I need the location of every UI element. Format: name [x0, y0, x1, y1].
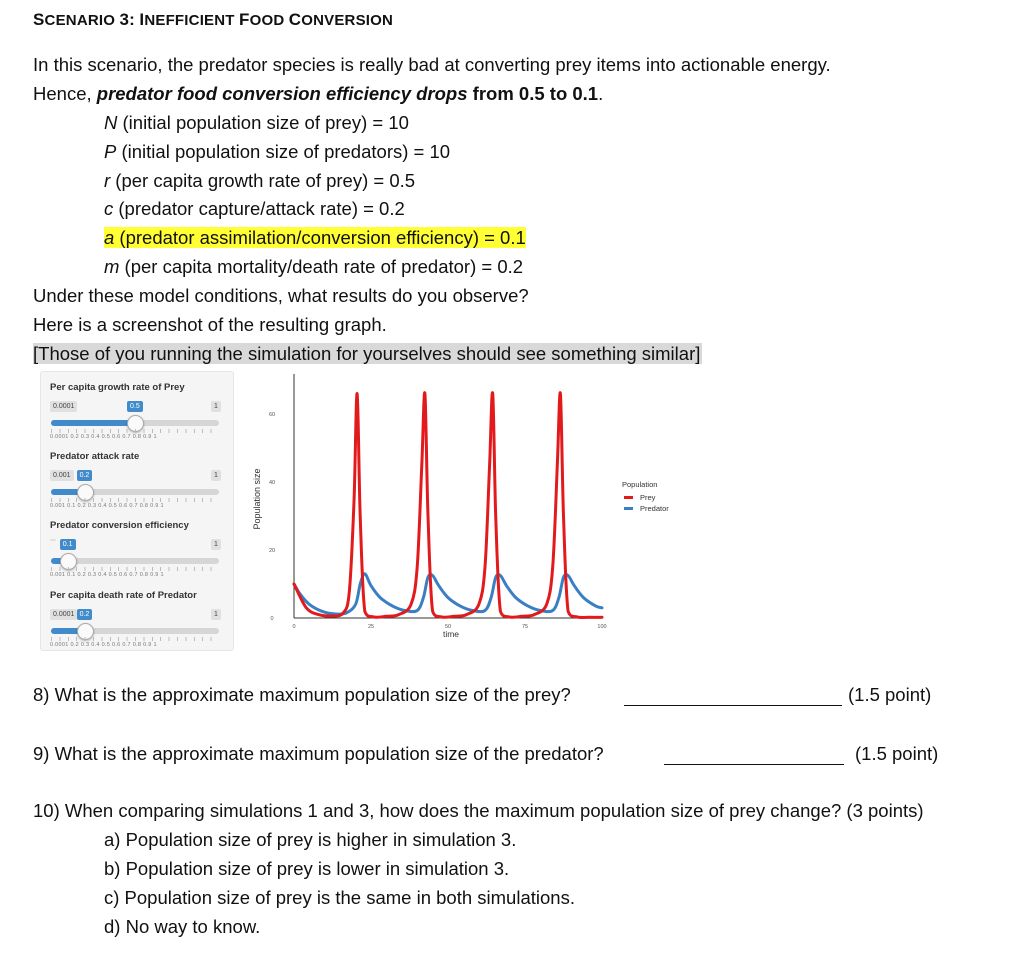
screenshot-intro: Here is a screenshot of the resulting graph. [33, 314, 387, 335]
legend-title: Population [622, 480, 658, 489]
y-tick-label: 0 [270, 616, 274, 622]
param-prey-growth-rate: r (per capita growth rate of prey) = 0.5 [104, 170, 416, 191]
slider-control-panel [40, 371, 234, 651]
x-tick-label: 0 [292, 624, 296, 630]
slider-max-badge: 1 [211, 609, 221, 620]
series-line-prey [294, 393, 602, 618]
legend-swatch-predator [624, 507, 633, 510]
slider-grid-labels: 0.0001 0.2 0.3 0.4 0.5 0.6 0.7 0.8 0.9 1 [50, 434, 157, 440]
emphasis-conversion-drop: predator food conversion efficiency drops [96, 83, 468, 104]
slider-max-badge: 1 [211, 539, 221, 550]
slider-track[interactable] [51, 628, 219, 634]
slider-title: Predator conversion efficiency [50, 520, 189, 531]
slider-ticks [51, 567, 219, 571]
observe-question: Under these model conditions, what results do you observe? [33, 285, 529, 306]
slider-ticks [51, 498, 219, 502]
slider-min-badge: 0.001 [50, 470, 74, 481]
param-initial-prey: N (initial population size of prey) = 10 [104, 112, 409, 133]
question-9: 9) What is the approximate maximum population size of the predator? [33, 743, 604, 764]
slider-grid-labels: 0.001 0.1 0.2 0.3 0.4 0.5 0.6 0.7 0.8 0.9 1 [50, 572, 164, 578]
slider-max-badge: 1 [211, 470, 221, 481]
slider-title: Per capita death rate of Predator [50, 590, 197, 601]
slider-ticks [51, 429, 219, 433]
y-tick-label: 60 [268, 412, 276, 418]
slider-grid-labels: 0.0001 0.2 0.3 0.4 0.5 0.6 0.7 0.8 0.9 1 [50, 642, 157, 648]
param-capture-rate: c (predator capture/attack rate) = 0.2 [104, 198, 405, 219]
slider-min-badge [50, 539, 56, 541]
question-8-points: (1.5 point) [848, 684, 932, 705]
y-tick-label: 40 [268, 480, 276, 486]
intro-paragraph-line-1: In this scenario, the predator species is really bad at converting prey items into actionable energy. [33, 54, 831, 75]
question-9-points: (1.5 point) [855, 743, 939, 764]
slider-track[interactable] [51, 420, 219, 426]
slider-track[interactable] [51, 558, 219, 564]
x-axis-label: time [442, 629, 460, 639]
slider-title: Per capita growth rate of Prey [50, 382, 185, 393]
slider-value-badge: 0.5 [127, 401, 143, 412]
x-tick-label: 25 [367, 624, 375, 630]
question-10: 10) When comparing simulations 1 and 3, how does the maximum population size of prey change? (3 points) [33, 800, 924, 821]
chart-legend [622, 480, 669, 514]
slider-title: Predator attack rate [50, 451, 140, 462]
slider-min-badge: 0.0001 [50, 401, 77, 412]
x-tick-label: 100 [597, 624, 607, 630]
option-b: b) Population size of prey is lower in simulation 3. [104, 858, 510, 879]
param-initial-predators: P (initial population size of predators) = 10 [104, 141, 451, 162]
slider-fill [51, 420, 135, 426]
x-tick-label: 50 [444, 624, 452, 630]
simulation-note: [Those of you running the simulation for yourselves should see something similar] [33, 343, 701, 364]
slider-value-badge: 0.2 [77, 609, 93, 620]
slider-track[interactable] [51, 489, 219, 495]
legend-item-prey: Prey [622, 492, 669, 503]
slider-value-badge: 0.2 [77, 470, 93, 481]
param-mortality-rate: m (per capita mortality/death rate of predator) = 0.2 [104, 256, 524, 277]
question-8: 8) What is the approximate maximum population size of the prey? [33, 684, 571, 705]
answer-blank-9[interactable] [664, 764, 844, 765]
slider-ticks [51, 637, 219, 641]
y-axis-label: Population size [252, 468, 262, 530]
param-conversion-efficiency-highlighted: a (predator assimilation/conversion efficiency) = 0.1 [104, 227, 526, 248]
option-c: c) Population size of prey is the same in both simulations. [104, 887, 575, 908]
slider-value-badge: 0.1 [60, 539, 76, 550]
option-d: d) No way to know. [104, 916, 261, 937]
answer-blank-8[interactable] [624, 705, 842, 706]
x-tick-label: 75 [521, 624, 529, 630]
slider-min-badge: 0.0001 [50, 609, 77, 620]
scenario-heading: SCENARIO 3: INEFFICIENT FOOD CONVERSION [33, 10, 394, 29]
series-line-predator [294, 574, 602, 614]
y-tick-label: 20 [268, 548, 276, 554]
slider-grid-labels: 0.001 0.1 0.2 0.3 0.4 0.5 0.6 0.7 0.8 0.9 1 [50, 503, 164, 509]
slider-max-badge: 1 [211, 401, 221, 412]
legend-swatch-prey [624, 496, 633, 499]
option-a: a) Population size of prey is higher in simulation 3. [104, 829, 517, 850]
legend-item-predator: Predator [622, 503, 669, 514]
intro-paragraph-line-2: Hence, predator food conversion efficiency drops from 0.5 to 0.1. [33, 83, 604, 104]
